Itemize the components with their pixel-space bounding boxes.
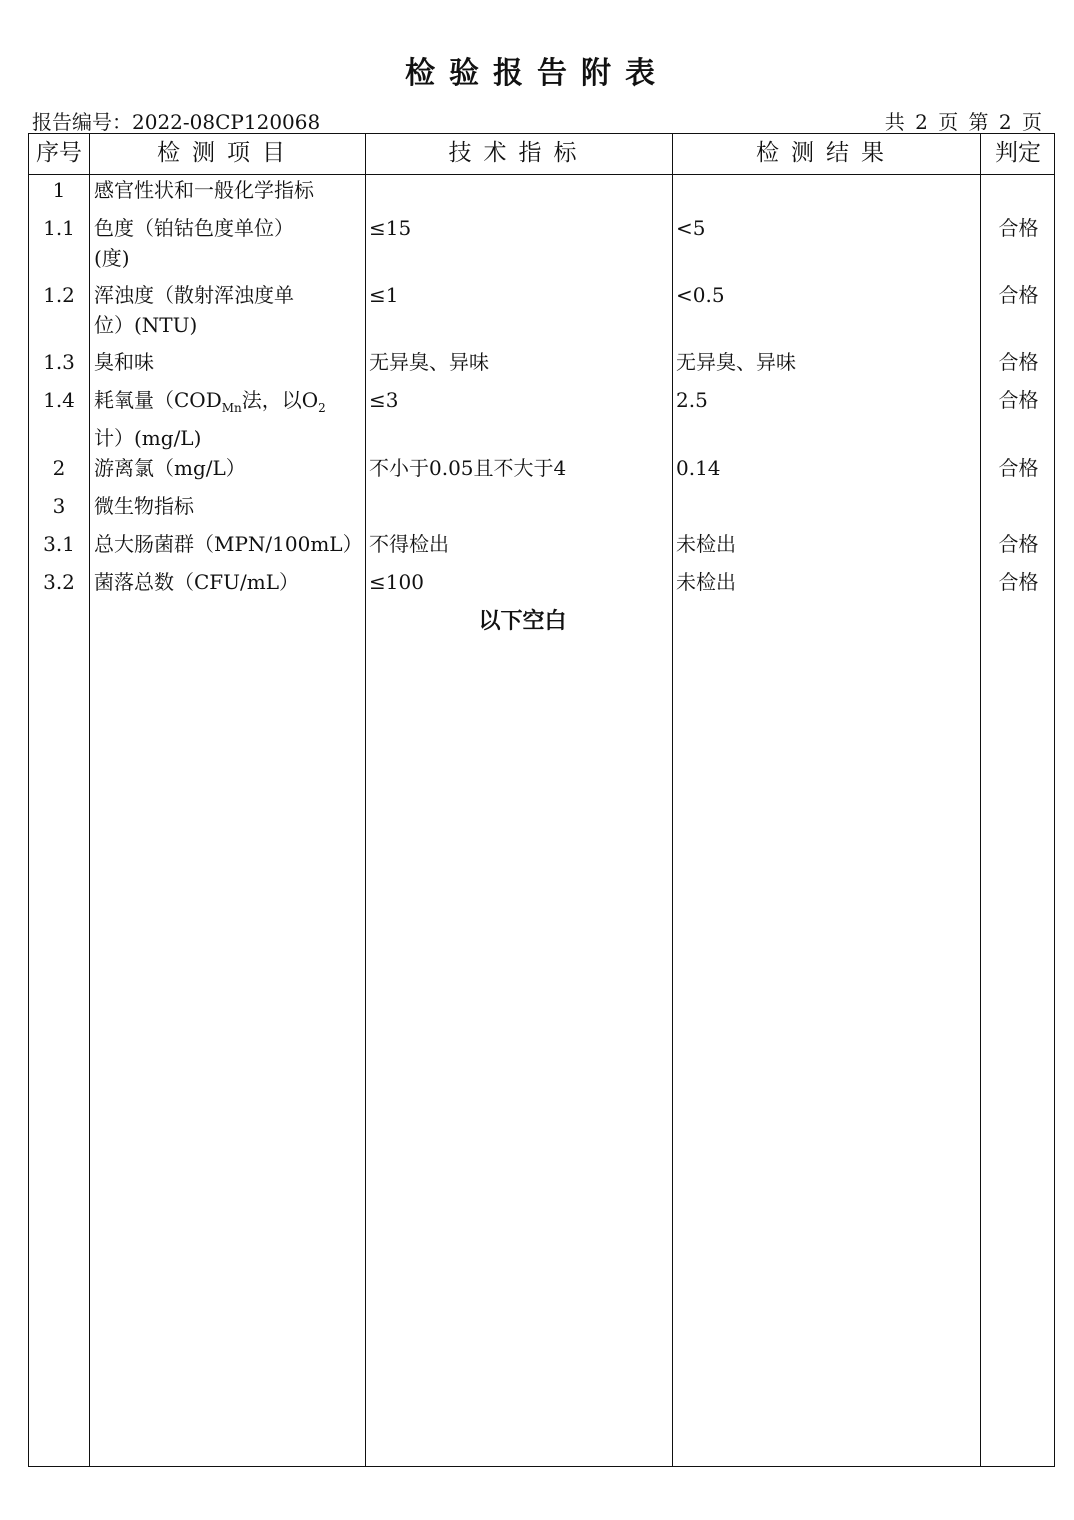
column-divider [365,134,366,1466]
row-judge: 合格 [998,388,1039,412]
row-judge: 合格 [998,350,1039,374]
row-result: 2.5 [676,388,708,412]
row-spec: 不得检出 [369,532,449,556]
row-spec: ≤3 [369,388,399,412]
row-result: 无异臭、异味 [676,350,796,374]
row-result: <0.5 [676,283,725,307]
row-no: 3.1 [43,532,75,556]
row-no: 1 [52,178,66,202]
column-divider [672,134,673,1466]
report-title: 检验报告附表 [405,56,669,91]
row-spec: ≤1 [369,283,399,307]
row-spec: ≤15 [369,216,412,240]
row-judge: 合格 [998,532,1039,556]
row-result: <5 [676,216,706,240]
row-item: 感官性状和一般化学指标 [94,178,314,202]
column-divider [89,134,90,1466]
header-result: 检测结果 [756,140,896,166]
row-spec: 无异臭、异味 [369,350,489,374]
row-judge: 合格 [998,570,1039,594]
row-item: 耗氧量（$COD_{Mn}$法，以$O_2$ 计）(mg/L) [94,388,326,450]
column-divider [980,134,981,1466]
row-item: 游离氯（mg/L） [94,456,246,480]
row-item: 浑浊度（散射浑浊度单 位）(NTU) [94,283,294,337]
row-result: 未检出 [676,532,736,556]
row-no: 1.3 [43,350,75,374]
row-no: 1.1 [43,216,75,240]
row-no: 3.2 [43,570,75,594]
row-no: 1.2 [43,283,75,307]
header-spec: 技术指标 [448,140,589,166]
row-spec: ≤100 [369,570,424,594]
row-spec: 不小于0.05且不大于4 [369,456,567,480]
blank-note: 以下空白 [478,609,567,634]
row-judge: 合格 [998,456,1039,480]
row-judge: 合格 [998,283,1039,307]
header-item: 检测项目 [157,140,297,166]
results-table [28,133,1055,1467]
row-no: 1.4 [43,388,75,412]
row-no: 2 [52,456,66,480]
row-item: 色度（铂钴色度单位） (度) [94,216,294,270]
header-judge: 判定 [995,140,1041,166]
row-judge: 合格 [998,216,1039,240]
row-item: 菌落总数（CFU/mL） [94,570,300,594]
page-info: 共 2 页 第 2 页 [884,110,1042,134]
report-number: 报告编号：2022-08CP120068 [32,110,321,134]
header-no: 序号 [36,140,82,166]
row-item: 总大肠菌群（MPN/100mL） [94,532,363,556]
row-result: 0.14 [676,456,721,480]
row-item: 微生物指标 [94,494,194,518]
row-result: 未检出 [676,570,736,594]
row-no: 3 [52,494,66,518]
row-item: 臭和味 [94,350,154,374]
